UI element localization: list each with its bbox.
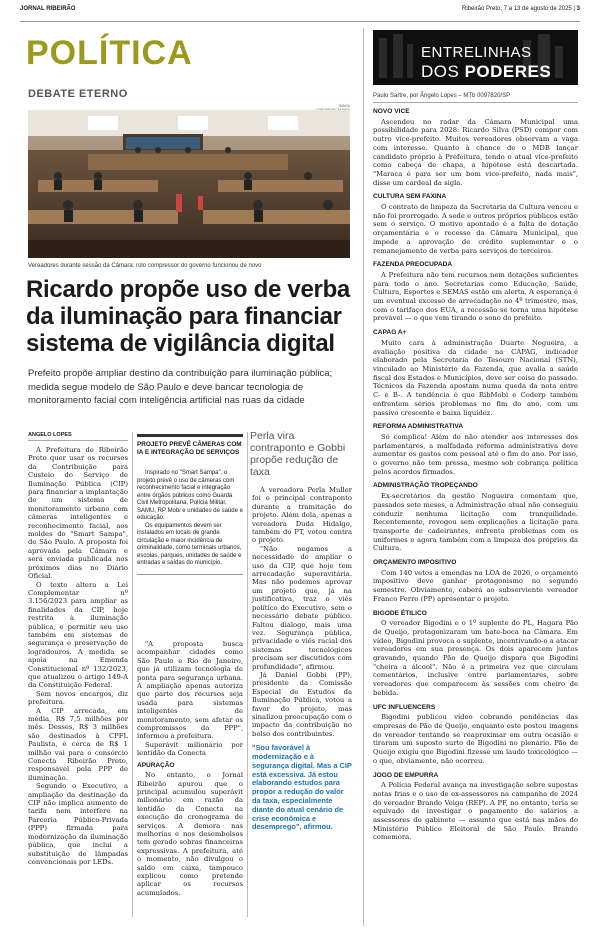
article-paragraph: O texto altera a Lei Complementar nº 3.156/2023 para ampliar as finalidades da CIP, hoje restrita à iluminação pública, e permitir seu uso também em sistemas de segurança e preservação de logradouros. A medida se apoia na Emenda Constitucional nº 132/2023, que atualizou o artigo 149-A da Constituição Federal.: [28, 580, 128, 690]
column-title-line1: ENTRELINHAS: [421, 44, 532, 61]
column-divider: [363, 28, 364, 926]
note-text: A Polícia Federal avança na investigação sobre supostas notas frias e o uso de ex-assessores na campanha de 2024 do vereador Brando Veiga (REP). A PF, no entanto, teria se equivado de investigar o pagamento de salários a assessores do gabinete — assunto que está nas mãos do Ministério Público Eleitoral de São Paulo. Brando comemora.: [373, 781, 578, 842]
article-paragraph: A Prefeitura de Ribeirão Preto quer usar os recursos da Contribuição para Custeio do Serviço de Iluminação Pública (CIP) para financiar a implantação de um sistema de monitoramento urbano com câmeras inteligentes e reconhecimento facial, aos moldes do "Smart Sampa", de São Paulo. A proposta foi aprovada pela Câmara e será enviada publicada nos próximos dias no Diário Oficial.: [28, 446, 128, 581]
article-paragraph: Já Daniel Gobbi (PP), presidente da Comissão Especial de Estudos da Iluminação Pública, votou a favor do projeto, mas sinalizou preocupação com o impacto da contribuição no bolso dos contribuintes.: [252, 670, 352, 738]
article-column-2: [137, 640, 243, 897]
note-section: [373, 704, 578, 766]
dateline: Ribeirão Preto, 7 a 13 de agosto de 2025 | 3: [462, 6, 580, 12]
article-paragraph: No entanto, o Jornal Ribeirão apurou que o principal acumulou superávit milionário em razão da lentidão da Conecta na execução do cronograma de serviços. A demora nas melhorias e nos desembolsos tem gerado sobras financeiras expressivas. A prefeitura, até o momento, não divulgou o saldo em caixa, tampouco explicou como pretende aplicar os recursos acumulados.: [137, 771, 243, 897]
sidebar-box-title: PROJETO PREVÊ CÂMERAS COM IA E INTEGRAÇÃO DE SERVIÇOS: [137, 434, 243, 457]
note-heading: JOGO DE EMPURRA: [373, 771, 439, 779]
note-heading: ORÇAMENTO IMPOSITIVO: [373, 559, 457, 567]
article-paragraph: A vereadora Perla Muller foi o principal contraponto durante a tramitação do projeto. Além dela, apenas a vereadora Duda Hidalgo, também do PT, votou contra o projeto.: [252, 486, 352, 545]
note-text: O contrato de limpeza da Secretaria da Cultura venceu e não foi prorrogado. A sede e outros próprios públicos estão sem o serviço. O motivo apontado é a falta de dotação orçamentária e o recesso da Câmara Municipal, que impede a aprovação de crédito suplementar e o remanejamento de verba para serviços de terceiros.: [373, 203, 579, 255]
note-text: Ex-secretários da gestão Nogueira comentam que, passados sete meses, a Administração atual não conseguiu conduzir nenhuma licitação com tranquilidade. Recentemente, revogou sem explicações a licitação para transporte de cadeirantes, enfrenta problemas com os uniformes e agora também com a limpeza dos próprios da Cultura.: [373, 492, 578, 553]
article-column-1: [28, 446, 128, 866]
article-paragraph: Superávit milionário por lentidão da Conecta: [137, 740, 243, 758]
note-text: O vereador Bigodini e o 1º suplente do PL, Hagara Pão de Queijo, protagonizaram um bate-boca na Câmara. Em vídeo, Bigodini provoca o suplente, incentivando-o a atacar vereadores em sua presença. Os dois aparecem juntos gravando, quando Pão de Queijo dispara que Bigodini "cheira a álcool". Não é a primeira vez que circulam comentários, inclusive entre parlamentares, sobre vereadores que comparecem às sessões com cheiro de bebida.: [373, 619, 578, 697]
note-section: [373, 482, 578, 553]
note-heading: REFORMA ADMINISTRATIVA: [373, 423, 464, 431]
photo-credit: ÍMAGA: [338, 104, 350, 108]
column-divider: [247, 432, 248, 917]
note-text: Com 140 vetos a emendas na LOA de 2026, o orçamento impositivo deve ganhar protagonismo no segundo semestre. Obviamente, caberá ao subserviente vereador Franco Ferro (PP) apresentar o projeto.: [373, 568, 578, 603]
note-heading: BIGODE ÉTILICO: [373, 609, 427, 617]
column-notes: [373, 108, 578, 848]
note-section: [373, 108, 578, 187]
headline: Ricardo propõe uso de verba da iluminação para financiar sistema de vigilância digital: [26, 276, 350, 357]
deck: Prefeito propõe ampliar destino da contribuição para iluminação pública; medida segue modelo de São Paulo e deve bancar tecnologia de monitoramento facial com inteligência artificial nas ruas da cidade: [28, 368, 333, 406]
note-heading: UFC INFLUENCERS: [373, 703, 436, 711]
note-section: [373, 329, 578, 417]
note-section: [373, 193, 578, 255]
note-text: A Prefeitura não tem recursos nem dotações suficientes para todo o ano. Secretarias como Educação, Saúde, Cultura, Esportes e SEMAS estão em alerta. A esperança é um eventual excesso de arrecadação no 4º trimestre, mas, com o tarifaço dos EUA, a recessão se torna uma hipótese provável — o que vem tirando o sono do prefeito.: [373, 270, 578, 323]
article-column-3: [252, 486, 352, 832]
pull-quote: "Sou favorável à modernização e à segurança digital. Mas a CIP está excessiva. Já estou elaborando estudos para propor a redução do valor da taxa, especialmente diante do atual cenário de crise econômica e desemprego", afirmou.: [252, 743, 352, 832]
sidebar-box-paragraph: Os equipamentos devem ser instalados em locais de grande circulação e maior incidência de criminalidade, como terminais urbanos, escolas, parques, unidades de saúde e entradas e saídas do município.: [137, 522, 242, 566]
note-heading: NOVO VICE: [373, 108, 410, 115]
chamber-session-photo: [28, 110, 350, 258]
sidebar-box-body: [137, 470, 243, 575]
publication-name: JORNAL RIBEIRÃO: [20, 6, 76, 12]
note-heading: CULTURA SEM FAXINA: [373, 193, 447, 201]
column-title-line2: DOS PODERES: [421, 62, 552, 81]
note-text: Muito cara à administração Duarte Nogueira, a avaliação positiva da cidade na CAPAG, indicador elaborado pela Secretaria do Tesouro Nacional (STN), vinculado ao Ministério da Fazenda, que avalia a saúde fiscal dos Estados e Municípios, deve ser coisa do passado. Técnicos da Fazenda apostam numa queda da nota entre C- e B-. A tendência é que RibMobi e Coderp também enfrentem sérios problemas no fim do ano, com um passivo crescente e baixa liquidez.: [373, 338, 578, 417]
article-paragraph: A CIP arrecada, em média, R$ 7,5 milhões por mês. Desses, R$ 3 milhões são destinados à CPFL Paulista, e cerca de R$ 1 milhão vai para o consórcio Conecta Ribeirão Preto, responsável pela PPP de iluminação.: [28, 706, 128, 782]
note-heading: CAPAG A+: [373, 329, 407, 337]
note-section: [373, 772, 578, 843]
note-section: [373, 559, 578, 604]
note-section: [373, 423, 578, 476]
note-text: Bigodini publicou vídeo cobrando pendências das empresas de Pão de Queijo, enquanto este postou imagens do vereador tentando se reaproximar em outra ocasião e tiraram um suposto surto de Bigodini no plenário. Pão de Queijo exigiu que Bigodini fizesse um laudo toxicológico — o que, obviamente, não ocorreu.: [373, 713, 578, 765]
note-heading: ADMINISTRAÇÃO TROPEÇANDO: [373, 482, 478, 490]
photo-caption: Vereadores durante sessão da Câmara: rolo compressor do governo funcionou de novo: [28, 263, 262, 269]
article-paragraph: "Não negamos a necessidade de ampliar o uso da CIP, que hoje tem arrecadação superavitária. Mas não podemos aprovar um projeto que, já na justificativa, traz o viés político do Executivo, sem o necessário debate público. Faltou diálogo, mais uma vez. Segurança pública, privacidade e viés racial dos sistemas tecnológicos precisam ser discutidos com profundidade", afirmou.: [252, 544, 352, 671]
page-header: [20, 6, 580, 22]
secondary-headline: Perla vira contraponto e Gobbi propõe redução de taxa: [250, 430, 346, 478]
note-section: [373, 261, 578, 323]
note-section: [373, 610, 578, 698]
byline: ANGELO LOPES: [28, 432, 128, 441]
section-title: POLÍTICA: [26, 34, 193, 72]
kicker: DEBATE ETERNO: [28, 88, 128, 100]
sidebar-box-paragraph: Inspirado no "Smart Sampa", o projeto prevê o uso de câmeras com reconhecimento facial e integração entre órgãos públicos como Guarda Civil Metropolitana, Polícia Militar, SAMU, RP Mobi e unidades de saúde e educação.: [137, 470, 243, 521]
article-paragraph: Segundo o Executivo, a ampliação da destinação da CIP não implica aumento de tarifa nem interfere na Parceria Público-Privada (PPP) firmada para modernização da iluminação pública, que inclui a substituição de lâmpadas convencionais por LEDs.: [28, 782, 128, 866]
note-text: Ascendeu no radar da Câmara Municipal uma possibilidade para 2028: Ricardo Silva (PSD) compor com outro vice-prefeito. Muitos vereadores observam a vaga com interesse. Quanto à chance de o MDB lançar candidato próprio à Prefeitura, tendo o atual vice-prefeito como cabeça de chapa, a hipótese está descartada. "Maraca é para ser um bom vice-prefeito, nada mais", disse um cardeal da sigla.: [373, 117, 578, 187]
column-divider: [132, 432, 133, 917]
note-heading: FAZENDA PREOCUPADA: [373, 261, 453, 269]
photo-illustration: [28, 110, 350, 258]
article-paragraph: "A proposta busca acompanhar cidades como São Paulo e Rio de Janeiro, que já utilizam tecnologia de ponta para segurança urbana. A ampliação apenas autoriza que parte dos recursos seja usada para sistemas inteligentes de monitoramento, sem afetar os compromissos da PPP", informou a prefeitura.: [137, 640, 243, 741]
column-credit: Paulo Sartre, por Ângelo Lopes – MTb 0097820/SP: [373, 93, 578, 103]
article-paragraph: Sem novos encargos, diz prefeitura.: [28, 689, 128, 707]
note-text: Só complica! Além de não atender aos interesses dos parlamentares, a malfadada reforma administrativa deve aumentar os gastos com pessoal até o fim do ano. Por isso, o governo não tem pressa, mesmo sob cobrança política pelos acordos firmados.: [373, 432, 578, 476]
article-subhead: APURAÇÃO: [137, 761, 175, 769]
column-title-banner: [373, 30, 578, 85]
